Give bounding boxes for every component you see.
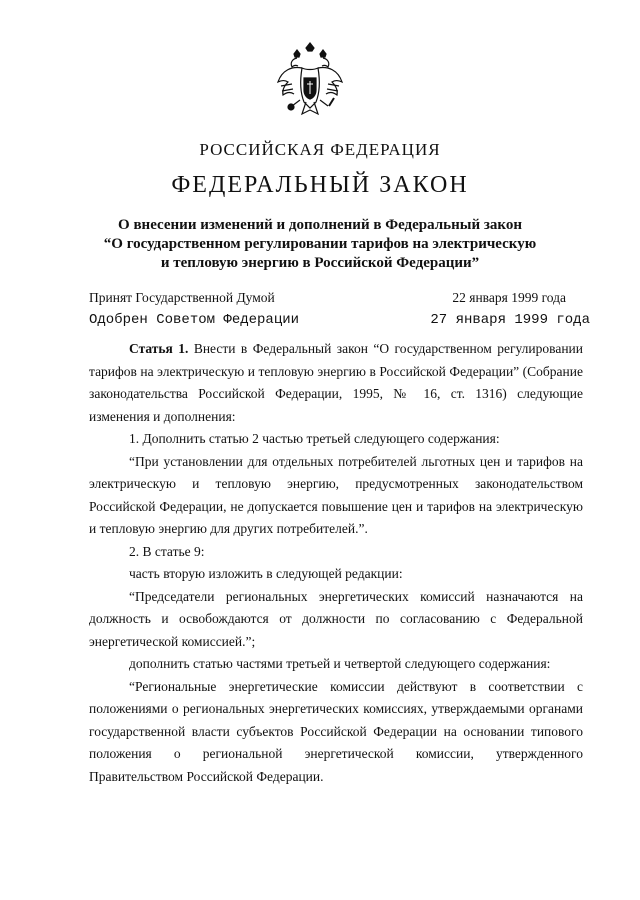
quoted-text: “При установлении для отдельных потребителей льготных цен и тарифов на электрическую и тепловую энергию, предусмотренных законодательством Российской Федерации, не допускается повышение цен и тарифов на электрическую и тепловую энергию для других потребителей.”. xyxy=(89,453,583,536)
country-name: РОССИЙСКАЯ ФЕДЕРАЦИЯ xyxy=(199,140,441,159)
law-title-line: “О государственном регулировании тарифов на электрическую xyxy=(103,236,537,252)
law-body xyxy=(89,338,583,788)
council-approval-row xyxy=(89,312,590,332)
quoted-text: “Председатели региональных энергетических комиссий назначаются на должность и освобождаются от должности по согласованию с Федеральной энергетической комиссией.”; xyxy=(89,588,583,649)
duma-date: 22 января 1999 года xyxy=(452,290,566,305)
article-intro-text: Внести в Федеральный закон “О государственном регулировании тарифов на электрическую и тепловую энергию в Российской Федерации” (Собрание законодательства Российской Федерации, 1995, № 16, ст. 1316) следующие изменения и дополнения: xyxy=(89,341,583,424)
article-item: 2. В статье 9: xyxy=(129,543,205,559)
quoted-text: “Региональные энергетические комиссии действуют в соответствии с положениями о региональных энергетических комиссиях, утверждаемыми органами государственной власти субъектов Российской Федерации на основании типового положения о региональной энергетической комиссии, утвержденного Правительством Российской Федерации. xyxy=(89,678,583,784)
council-label: Одобрен Советом Федерации xyxy=(89,312,300,328)
law-title-line: О внесении изменений и дополнений в Федеральный закон xyxy=(118,217,522,233)
document-type: ФЕДЕРАЛЬНЫЙ ЗАКОН xyxy=(171,172,469,198)
duma-adoption-row xyxy=(89,290,590,310)
article-1-intro xyxy=(89,338,583,428)
article-item: 1. Дополнить статью 2 частью третьей следующего содержания: xyxy=(129,431,500,446)
article-label: Статья 1. xyxy=(129,341,189,356)
council-date: 27 января 1999 года xyxy=(430,312,590,328)
article-subitem: часть вторую изложить в следующей редакции: xyxy=(129,566,403,581)
article-subitem: дополнить статью частями третьей и четвертой следующего содержания: xyxy=(129,656,551,671)
double-headed-eagle-emblem-icon xyxy=(272,40,348,130)
law-title-line: и тепловую энергию в Российской Федерации” xyxy=(160,255,480,271)
law-title xyxy=(60,216,580,273)
duma-label: Принят Государственной Думой xyxy=(89,290,275,305)
